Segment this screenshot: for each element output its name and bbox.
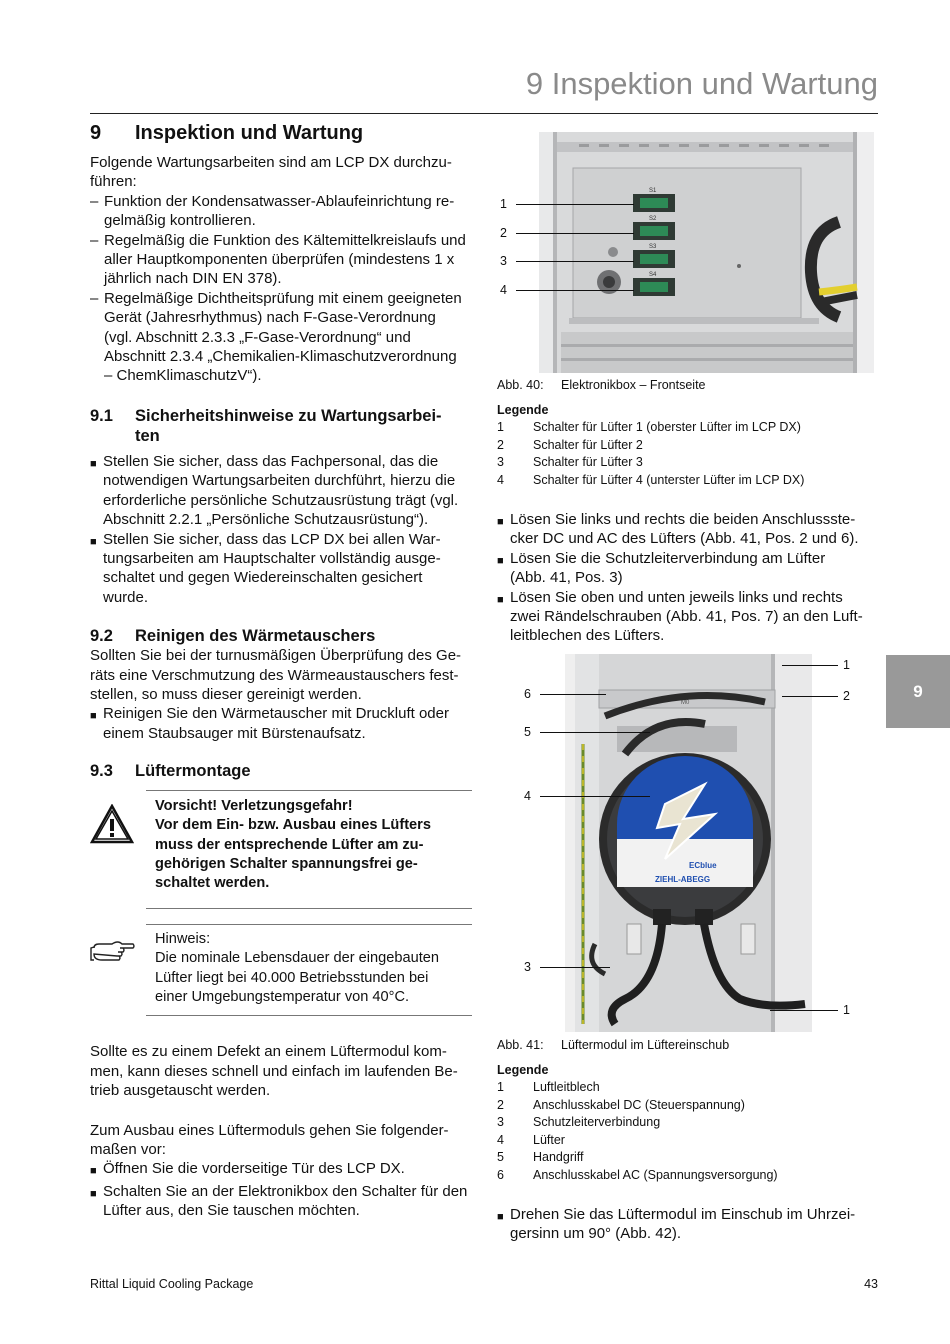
right-steps xyxy=(497,510,882,646)
header-rule xyxy=(90,113,878,114)
warning-title: Vorsicht! Verletzungsgefahr! xyxy=(155,798,353,815)
svg-text:S2: S2 xyxy=(649,216,657,222)
note-block: Hinweis: Die nominale Lebensdauer der eingebauten Lüfter liegt bei 40.000 Betriebsstunden bei einer Umgebungstemperatur von 40°C. xyxy=(90,924,472,1016)
section-9-2-heading: 9.2 Reinigen des Wärmetauschers xyxy=(90,627,376,646)
figure-40-image xyxy=(539,132,874,373)
defect-paragraph: Sollte es zu einem Defekt an einem Lüftermodul kom- men, kann dieses schnell und einfach im laufenden Be- trieb ausgetauscht werden. xyxy=(90,1043,458,1100)
list-item: ■ Öffnen Sie die vorderseitige Tür des LCP DX. xyxy=(90,1160,405,1178)
callout-label: 6 xyxy=(524,687,531,701)
warning-triangle-icon xyxy=(90,790,146,908)
svg-text:ECblue: ECblue xyxy=(689,861,717,870)
list-item: – Regelmäßig die Funktion des Kältemittelkreislaufs und aller Hauptkomponenten überprüfen (mindestens 1 x jährlich nach DIN EN 378). xyxy=(90,231,466,288)
list-item: ■ Lösen Sie links und rechts die beiden Anschlussste- cker DC und AC des Lüfters (Abb. 41, Pos. 2 und 6). xyxy=(497,511,859,548)
section-9-2-text: Sollten Sie bei der turnusmäßigen Überprüfung des Ge- räts eine Verschmutzung des Wärmeaustauschers fest- stellen, so muss dieser gereinigt werden. xyxy=(90,647,462,703)
list-item: ■ Schalten Sie an der Elektronikbox den Schalter für den Lüfter aus, den Sie tauschen möchten. xyxy=(90,1182,468,1220)
pointing-hand-icon xyxy=(90,924,146,1016)
svg-text:ZIEHL-ABEGG: ZIEHL-ABEGG xyxy=(655,875,711,884)
legend-row: 1 Luftleitblech xyxy=(497,1080,600,1094)
callout-label: 1 xyxy=(843,1003,850,1017)
svg-text:S3: S3 xyxy=(649,244,657,250)
figure-40-legend: Legende 1 Schalter für Lüfter 1 (oberster Lüfter im LCP DX) 2 Schalter für Lüfter 2 3 Schalter für Lüfter 3 4 Schalter für Lüfter 4 (unterster Lüfter im LCP DX) xyxy=(497,402,882,489)
callout-line xyxy=(516,290,634,291)
callout-line xyxy=(540,967,610,968)
svg-text:M0: M0 xyxy=(681,700,690,706)
list-item: ■ Lösen Sie oben und unten jeweils links und rechts zwei Rändelschrauben (Abb. 41, Pos. 7) an den Luft- leitblechen des Lüfters. xyxy=(497,588,863,645)
callout-label: 4 xyxy=(500,283,507,297)
callout-line xyxy=(782,665,838,666)
figure-41-legend: Legende 1 Luftleitblech 2 Anschlusskabel DC (Steuerspannung) 3 Schutzleiterverbindung 4 Lüfter 5 Handgriff 6 Anschlusskabel AC (Spannungsversorgung) xyxy=(497,1062,882,1185)
callout-line xyxy=(540,732,650,733)
list-item: ■ Reinigen Sie den Wärmetauscher mit Druckluft oder einem Staubsauger mit Bürstenaufsatz. xyxy=(90,705,449,742)
legend-row: 4 Schalter für Lüfter 4 (unterster Lüfter im LCP DX) xyxy=(497,472,805,487)
callout-line xyxy=(516,204,634,205)
legend-row: 1 Schalter für Lüfter 1 (oberster Lüfter im LCP DX) xyxy=(497,420,801,434)
callout-line xyxy=(540,694,606,695)
removal-intro: Zum Ausbau eines Lüftermoduls gehen Sie folgender- maßen vor: xyxy=(90,1121,449,1158)
svg-text:S1: S1 xyxy=(649,188,657,194)
section-9-1-heading: 9.1 Sicherheitshinweise zu Wartungsarbei- ten xyxy=(90,406,442,445)
legend-row: 5 Handgriff xyxy=(497,1150,584,1165)
callout-line xyxy=(770,1010,838,1011)
callout-label: 5 xyxy=(524,725,531,739)
list-item: – Regelmäßige Dichtheitsprüfung mit einem geeigneten Gerät (Jahresrhythmus) nach F-Gase-Verordnung (vgl. Abschnitt 2.3.3 „F-Gase-Verordnung“ und Abschnitt 2.3.4 „Chemikalien-Klimaschutzverordnung – ChemKlimaschutzV“). xyxy=(90,289,462,385)
figure-41-caption: Abb. 41: Lüftermodul im Lüftereinschub xyxy=(497,1038,730,1052)
legend-row: 2 Schalter für Lüfter 2 xyxy=(497,437,643,452)
callout-line xyxy=(540,796,650,797)
callout-label: 1 xyxy=(500,197,507,211)
left-column xyxy=(90,118,472,1221)
section-9-heading: 9 Inspektion und Wartung xyxy=(90,122,364,144)
page-number: 43 xyxy=(864,1277,878,1291)
running-header-title: 9 Inspektion und Wartung xyxy=(525,66,878,101)
figure-41-image xyxy=(565,654,812,1032)
section-9-3-heading: 9.3 Lüftermontage xyxy=(90,762,251,781)
callout-label: 4 xyxy=(524,789,531,803)
list-item: ■ Lösen Sie die Schutzleiterverbindung am Lüfter (Abb. 41, Pos. 3) xyxy=(497,549,826,587)
list-item: ■ Drehen Sie das Lüftermodul im Einschub im Uhrzei- gersinn um 90° (Abb. 42). xyxy=(497,1206,856,1243)
callout-label: 1 xyxy=(843,658,850,672)
warning-block: Vorsicht! Verletzungsgefahr! Vor dem Ein- bzw. Ausbau eines Lüfters muss der entsprechende Lüfter am zu- gehörigen Schalter spannungsfrei ge- schaltet werden. xyxy=(90,790,472,908)
list-item: ■ Stellen Sie sicher, dass das LCP DX bei allen War- tungsarbeiten am Hauptschalter vollständig ausge- schaltet und gegen Wiedereinschalten gesichert wurde. xyxy=(90,530,441,606)
list-item: ■ Stellen Sie sicher, dass das Fachpersonal, das die notwendigen Wartungsarbeiten durchführt, hierzu die erforderliche persönliche Schutzausrüstung trägt (vgl. Abschnitt 2.2.1 „Persönliche Schutzausrüstung“). xyxy=(90,452,459,529)
final-step xyxy=(497,1205,882,1244)
footer-title: Rittal Liquid Cooling Package xyxy=(90,1277,254,1291)
callout-line xyxy=(516,233,634,234)
figure-40-caption: Abb. 40: Elektronikbox – Frontseite xyxy=(497,378,706,392)
section-9-intro: Folgende Wartungsarbeiten sind am LCP DX durchzu- führen: xyxy=(90,154,452,191)
legend-row: 2 Anschlusskabel DC (Steuerspannung) xyxy=(497,1097,745,1112)
callout-line xyxy=(782,696,838,697)
callout-label: 2 xyxy=(500,226,507,240)
legend-row: 3 Schutzleiterverbindung xyxy=(497,1115,661,1130)
callout-label: 3 xyxy=(500,254,507,268)
legend-row: 3 Schalter für Lüfter 3 xyxy=(497,455,643,470)
list-item: – Funktion der Kondensatwasser-Ablaufeinrichtung re- gelmäßig kontrollieren. xyxy=(90,192,455,230)
callout-label: 2 xyxy=(843,689,850,703)
legend-row: 4 Lüfter xyxy=(497,1132,565,1147)
callout-label: 3 xyxy=(524,960,531,974)
note-title: Hinweis: xyxy=(155,931,211,948)
svg-text:S4: S4 xyxy=(649,272,657,278)
legend-row: 6 Anschlusskabel AC (Spannungsversorgung) xyxy=(497,1167,778,1182)
callout-line xyxy=(516,261,634,262)
chapter-tab: 9 xyxy=(886,655,950,728)
